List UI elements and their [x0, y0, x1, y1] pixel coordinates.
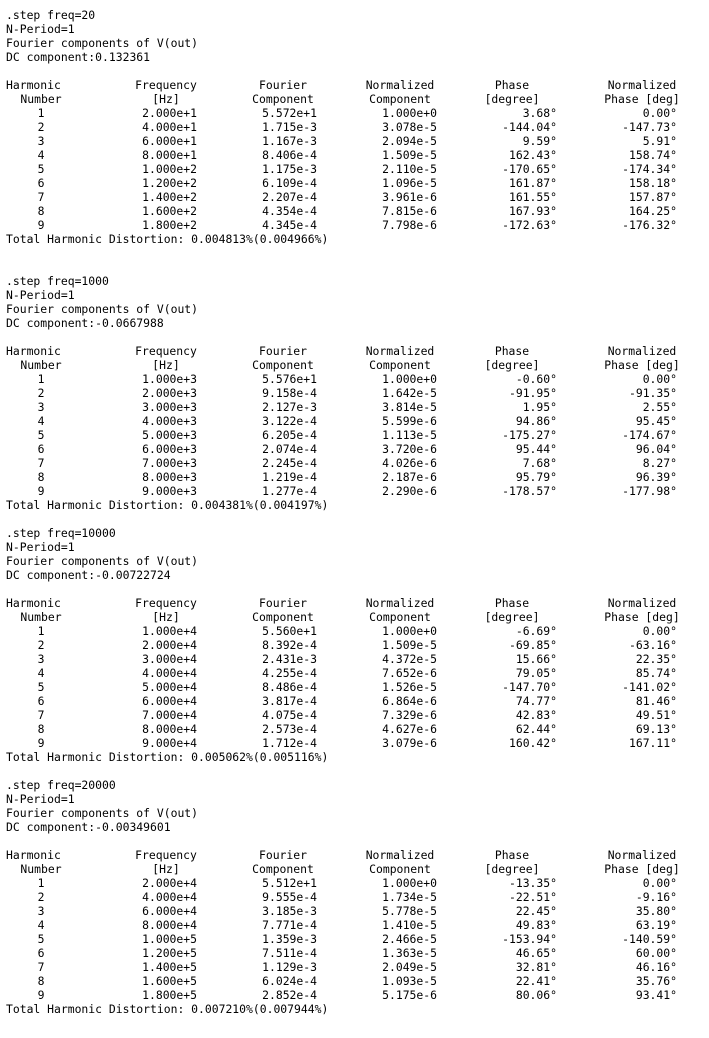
normalized-component-value: 1.000e+0 [382, 876, 437, 890]
fourier-component-value: 6.024e-4 [262, 974, 317, 988]
fourier-component-header: Component [252, 92, 314, 106]
frequency-value: 8.000e+1 [142, 148, 197, 162]
normalized-phase-value: -63.16° [628, 638, 677, 652]
phase-value: 42.83° [515, 708, 557, 722]
fourier-component-value: 2.431e-3 [262, 652, 317, 666]
dc-component-line: DC component:-0.0667988 [6, 316, 164, 330]
normalized-component-value: 4.627e-6 [382, 722, 437, 736]
harmonic-number: 6 [37, 442, 45, 456]
fourier-component-value: 6.109e-4 [262, 176, 317, 190]
normalized-phase-header: Phase [deg] [604, 92, 680, 106]
fourier-component-value: 7.771e-4 [262, 918, 317, 932]
fourier-component-value: 5.512e+1 [262, 876, 317, 890]
normalized-phase-value: 167.11° [628, 736, 677, 750]
normalized-phase-value: 35.80° [635, 904, 677, 918]
normalized-phase-header: Normalized [607, 848, 677, 862]
phase-value: 160.42° [508, 736, 557, 750]
phase-value: 3.68° [522, 106, 557, 120]
normalized-component-value: 1.509e-5 [382, 638, 437, 652]
normalized-component-value: 5.778e-5 [382, 904, 437, 918]
phase-value: 22.41° [515, 974, 557, 988]
frequency-value: 4.000e+4 [142, 666, 197, 680]
normalized-phase-value: -140.59° [622, 932, 677, 946]
harmonic-number: 8 [37, 974, 45, 988]
phase-value: -147.70° [502, 680, 557, 694]
normalized-component-value: 1.096e-5 [382, 176, 437, 190]
fourier-component-value: 9.555e-4 [262, 890, 317, 904]
normalized-component-value: 6.864e-6 [382, 694, 437, 708]
fourier-component-value: 2.074e-4 [262, 442, 317, 456]
normalized-component-value: 2.094e-5 [382, 134, 437, 148]
harmonic-number-header: Number [20, 862, 62, 876]
normalized-phase-value: 95.45° [635, 414, 677, 428]
frequency-value: 1.000e+2 [142, 162, 197, 176]
step-block [6, 526, 703, 764]
phase-value: 79.05° [515, 666, 557, 680]
harmonic-number: 7 [37, 960, 45, 974]
phase-value: -22.51° [508, 890, 557, 904]
harmonic-number-header: Number [20, 92, 62, 106]
normalized-phase-value: 60.00° [635, 946, 677, 960]
normalized-phase-header: Normalized [607, 78, 677, 92]
normalized-phase-value: 0.00° [642, 372, 677, 386]
fourier-component-header: Component [252, 862, 314, 876]
normalized-phase-value: 46.16° [635, 960, 677, 974]
frequency-value: 3.000e+3 [142, 400, 197, 414]
harmonic-number: 3 [37, 400, 45, 414]
normalized-component-value: 7.652e-6 [382, 666, 437, 680]
frequency-value: 7.000e+3 [142, 456, 197, 470]
harmonic-number: 6 [37, 176, 45, 190]
harmonic-number-header: Harmonic [6, 344, 61, 358]
fourier-component-header: Fourier [258, 596, 307, 610]
normalized-component-value: 3.720e-6 [382, 442, 437, 456]
harmonic-number: 1 [37, 106, 45, 120]
frequency-value: 2.000e+4 [142, 638, 197, 652]
n-period-line: N-Period=1 [6, 540, 75, 554]
harmonic-number: 4 [37, 918, 45, 932]
normalized-phase-header: Normalized [607, 344, 677, 358]
fourier-component-header: Fourier [258, 344, 307, 358]
normalized-phase-value: 2.55° [642, 400, 677, 414]
fourier-component-value: 5.560e+1 [262, 624, 317, 638]
phase-value: 32.81° [515, 960, 557, 974]
fourier-component-header: Component [252, 610, 314, 624]
normalized-phase-value: 81.46° [635, 694, 677, 708]
step-line: .step freq=1000 [6, 274, 109, 288]
frequency-value: 7.000e+4 [142, 708, 197, 722]
normalized-component-value: 2.110e-5 [382, 162, 437, 176]
fourier-component-value: 3.122e-4 [262, 414, 317, 428]
harmonic-number: 2 [37, 120, 45, 134]
harmonic-number: 6 [37, 946, 45, 960]
frequency-value: 1.800e+2 [142, 218, 197, 232]
normalized-component-header: Normalized [365, 848, 435, 862]
harmonic-number: 5 [37, 680, 45, 694]
harmonic-number: 1 [37, 372, 45, 386]
harmonic-number: 7 [37, 708, 45, 722]
frequency-value: 1.200e+5 [142, 946, 197, 960]
n-period-line: N-Period=1 [6, 288, 75, 302]
fourier-component-value: 1.359e-3 [262, 932, 317, 946]
normalized-phase-value: 22.35° [635, 652, 677, 666]
phase-value: 80.06° [515, 988, 557, 1002]
normalized-phase-value: 49.51° [635, 708, 677, 722]
fourier-component-value: 4.255e-4 [262, 666, 317, 680]
frequency-header: [Hz] [152, 610, 180, 624]
phase-value: -153.94° [502, 932, 557, 946]
fourier-component-value: 2.245e-4 [262, 456, 317, 470]
normalized-phase-value: 158.18° [628, 176, 677, 190]
phase-value: -175.27° [502, 428, 557, 442]
thd-line: Total Harmonic Distortion: 0.004381%(0.004197%) [6, 498, 329, 512]
step-line: .step freq=20000 [6, 778, 116, 792]
fourier-component-value: 4.345e-4 [262, 218, 317, 232]
fourier-component-value: 3.817e-4 [262, 694, 317, 708]
fourier-component-value: 9.158e-4 [262, 386, 317, 400]
fourier-component-value: 2.573e-4 [262, 722, 317, 736]
fourier-component-value: 2.127e-3 [262, 400, 317, 414]
frequency-value: 2.000e+1 [142, 106, 197, 120]
fourier-component-value: 1.167e-3 [262, 134, 317, 148]
phase-value: -0.60° [515, 372, 557, 386]
frequency-value: 4.000e+3 [142, 414, 197, 428]
phase-value: -91.95° [508, 386, 557, 400]
fourier-component-value: 8.406e-4 [262, 148, 317, 162]
normalized-component-value: 1.000e+0 [382, 372, 437, 386]
normalized-phase-value: -91.35° [628, 386, 677, 400]
phase-value: -13.35° [508, 876, 557, 890]
normalized-component-value: 1.526e-5 [382, 680, 437, 694]
normalized-component-header: Component [369, 358, 431, 372]
normalized-component-value: 7.815e-6 [382, 204, 437, 218]
frequency-header: [Hz] [152, 92, 180, 106]
phase-value: 46.65° [515, 946, 557, 960]
fourier-component-value: 4.075e-4 [262, 708, 317, 722]
fourier-component-value: 2.852e-4 [262, 988, 317, 1002]
frequency-value: 4.000e+4 [142, 890, 197, 904]
normalized-phase-value: 85.74° [635, 666, 677, 680]
fourier-component-value: 7.511e-4 [262, 946, 317, 960]
frequency-header: Frequency [135, 344, 197, 358]
frequency-value: 1.000e+4 [142, 624, 197, 638]
normalized-component-value: 4.026e-6 [382, 456, 437, 470]
frequency-value: 1.600e+5 [142, 974, 197, 988]
normalized-phase-value: 0.00° [642, 106, 677, 120]
normalized-component-value: 4.372e-5 [382, 652, 437, 666]
frequency-header: [Hz] [152, 358, 180, 372]
normalized-component-value: 5.175e-6 [382, 988, 437, 1002]
normalized-phase-value: 35.76° [635, 974, 677, 988]
phase-value: 162.43° [508, 148, 557, 162]
harmonic-number-header: Harmonic [6, 848, 61, 862]
fourier-title-line: Fourier components of V(out) [6, 36, 199, 50]
normalized-phase-value: -174.34° [622, 162, 677, 176]
phase-header: Phase [494, 344, 530, 358]
phase-value: 95.44° [515, 442, 557, 456]
harmonic-number: 5 [37, 428, 45, 442]
frequency-value: 1.000e+3 [142, 372, 197, 386]
frequency-value: 6.000e+4 [142, 904, 197, 918]
normalized-phase-value: -176.32° [622, 218, 677, 232]
harmonic-number: 4 [37, 666, 45, 680]
harmonic-number-header: Number [20, 358, 62, 372]
fourier-component-value: 1.129e-3 [262, 960, 317, 974]
normalized-phase-value: 158.74° [628, 148, 677, 162]
fourier-title-line: Fourier components of V(out) [6, 806, 199, 820]
step-block [6, 8, 703, 246]
n-period-line: N-Period=1 [6, 22, 75, 36]
step-block [6, 274, 703, 512]
frequency-value: 1.400e+5 [142, 960, 197, 974]
normalized-component-value: 7.329e-6 [382, 708, 437, 722]
harmonic-number-header: Number [20, 610, 62, 624]
frequency-value: 9.000e+4 [142, 736, 197, 750]
normalized-phase-header: Phase [deg] [604, 862, 680, 876]
normalized-component-value: 2.187e-6 [382, 470, 437, 484]
phase-value: 74.77° [515, 694, 557, 708]
harmonic-number: 8 [37, 204, 45, 218]
phase-value: 49.83° [515, 918, 557, 932]
normalized-phase-header: Phase [deg] [604, 610, 680, 624]
phase-value: -172.63° [502, 218, 557, 232]
phase-value: 161.87° [508, 176, 557, 190]
fourier-component-value: 8.486e-4 [262, 680, 317, 694]
frequency-value: 8.000e+3 [142, 470, 197, 484]
frequency-header: Frequency [135, 596, 197, 610]
normalized-component-value: 2.290e-6 [382, 484, 437, 498]
harmonic-number-header: Harmonic [6, 596, 61, 610]
frequency-value: 6.000e+1 [142, 134, 197, 148]
harmonic-number: 5 [37, 932, 45, 946]
normalized-phase-value: 63.19° [635, 918, 677, 932]
normalized-component-value: 1.734e-5 [382, 890, 437, 904]
phase-header: [degree] [484, 610, 540, 624]
normalized-component-header: Normalized [365, 78, 435, 92]
normalized-component-header: Component [369, 92, 431, 106]
frequency-value: 1.400e+2 [142, 190, 197, 204]
normalized-component-header: Normalized [365, 596, 435, 610]
harmonic-number: 4 [37, 414, 45, 428]
harmonic-number: 9 [37, 736, 45, 750]
normalized-component-value: 3.078e-5 [382, 120, 437, 134]
harmonic-number: 7 [37, 456, 45, 470]
harmonic-number-header: Harmonic [6, 78, 61, 92]
frequency-value: 1.000e+5 [142, 932, 197, 946]
phase-value: 22.45° [515, 904, 557, 918]
fourier-component-value: 2.207e-4 [262, 190, 317, 204]
phase-header: Phase [494, 848, 530, 862]
fourier-component-value: 4.354e-4 [262, 204, 317, 218]
harmonic-number: 3 [37, 652, 45, 666]
frequency-header: Frequency [135, 848, 197, 862]
frequency-value: 1.200e+2 [142, 176, 197, 190]
harmonic-number: 8 [37, 470, 45, 484]
harmonic-number: 2 [37, 890, 45, 904]
harmonic-number: 3 [37, 134, 45, 148]
normalized-component-header: Normalized [365, 344, 435, 358]
frequency-value: 8.000e+4 [142, 722, 197, 736]
harmonic-number: 1 [37, 624, 45, 638]
normalized-phase-value: 0.00° [642, 876, 677, 890]
harmonic-number: 3 [37, 904, 45, 918]
normalized-phase-value: -174.67° [622, 428, 677, 442]
normalized-component-value: 3.961e-6 [382, 190, 437, 204]
harmonic-number: 7 [37, 190, 45, 204]
normalized-phase-value: 5.91° [642, 134, 677, 148]
phase-value: 1.95° [522, 400, 557, 414]
normalized-phase-value: 69.13° [635, 722, 677, 736]
normalized-component-value: 1.363e-5 [382, 946, 437, 960]
frequency-value: 2.000e+4 [142, 876, 197, 890]
normalized-phase-header: Normalized [607, 596, 677, 610]
normalized-component-header: Component [369, 610, 431, 624]
normalized-phase-header: Phase [deg] [604, 358, 680, 372]
frequency-value: 4.000e+1 [142, 120, 197, 134]
fourier-component-value: 5.572e+1 [262, 106, 317, 120]
phase-value: 167.93° [508, 204, 557, 218]
normalized-component-value: 5.599e-6 [382, 414, 437, 428]
normalized-component-value: 2.049e-5 [382, 960, 437, 974]
phase-value: -6.69° [515, 624, 557, 638]
phase-value: 94.86° [515, 414, 557, 428]
frequency-header: [Hz] [152, 862, 180, 876]
phase-value: 9.59° [522, 134, 557, 148]
phase-value: 7.68° [522, 456, 557, 470]
normalized-phase-value: 0.00° [642, 624, 677, 638]
phase-value: -144.04° [502, 120, 557, 134]
frequency-value: 3.000e+4 [142, 652, 197, 666]
normalized-phase-value: -147.73° [622, 120, 677, 134]
thd-line: Total Harmonic Distortion: 0.007210%(0.007944%) [6, 1002, 329, 1016]
normalized-phase-value: 8.27° [642, 456, 677, 470]
phase-value: -69.85° [508, 638, 557, 652]
thd-line: Total Harmonic Distortion: 0.005062%(0.005116%) [6, 750, 329, 764]
fourier-title-line: Fourier components of V(out) [6, 302, 199, 316]
frequency-value: 6.000e+3 [142, 442, 197, 456]
dc-component-line: DC component:0.132361 [6, 50, 151, 64]
frequency-header: Frequency [135, 78, 197, 92]
harmonic-number: 9 [37, 988, 45, 1002]
frequency-value: 5.000e+4 [142, 680, 197, 694]
harmonic-number: 4 [37, 148, 45, 162]
step-line: .step freq=20 [6, 8, 96, 22]
step-line: .step freq=10000 [6, 526, 116, 540]
fourier-component-header: Fourier [258, 848, 307, 862]
normalized-phase-value: -141.02° [622, 680, 677, 694]
frequency-value: 2.000e+3 [142, 386, 197, 400]
phase-value: 62.44° [515, 722, 557, 736]
fourier-component-value: 1.715e-3 [262, 120, 317, 134]
normalized-phase-value: 96.39° [635, 470, 677, 484]
step-block [6, 778, 703, 1016]
frequency-value: 9.000e+3 [142, 484, 197, 498]
fourier-component-value: 1.277e-4 [262, 484, 317, 498]
frequency-value: 8.000e+4 [142, 918, 197, 932]
normalized-component-value: 7.798e-6 [382, 218, 437, 232]
normalized-component-value: 1.509e-5 [382, 148, 437, 162]
normalized-component-value: 3.079e-6 [382, 736, 437, 750]
frequency-value: 1.800e+5 [142, 988, 197, 1002]
fourier-component-header: Fourier [258, 78, 307, 92]
normalized-phase-value: 93.41° [635, 988, 677, 1002]
fourier-component-value: 6.205e-4 [262, 428, 317, 442]
harmonic-number: 2 [37, 386, 45, 400]
normalized-phase-value: -9.16° [635, 890, 677, 904]
phase-value: 161.55° [508, 190, 557, 204]
normalized-component-value: 1.093e-5 [382, 974, 437, 988]
normalized-component-value: 1.000e+0 [382, 624, 437, 638]
frequency-value: 5.000e+3 [142, 428, 197, 442]
normalized-component-value: 1.000e+0 [382, 106, 437, 120]
normalized-phase-value: -177.98° [622, 484, 677, 498]
phase-value: -170.65° [502, 162, 557, 176]
frequency-value: 6.000e+4 [142, 694, 197, 708]
normalized-component-value: 1.113e-5 [382, 428, 437, 442]
normalized-component-value: 1.410e-5 [382, 918, 437, 932]
harmonic-number: 9 [37, 484, 45, 498]
harmonic-number: 8 [37, 722, 45, 736]
frequency-value: 1.600e+2 [142, 204, 197, 218]
dc-component-line: DC component:-0.00349601 [6, 820, 171, 834]
harmonic-number: 6 [37, 694, 45, 708]
fourier-component-value: 8.392e-4 [262, 638, 317, 652]
phase-value: 15.66° [515, 652, 557, 666]
phase-header: [degree] [484, 358, 540, 372]
fourier-component-value: 3.185e-3 [262, 904, 317, 918]
normalized-component-value: 1.642e-5 [382, 386, 437, 400]
normalized-phase-value: 157.87° [628, 190, 677, 204]
normalized-component-value: 2.466e-5 [382, 932, 437, 946]
harmonic-number: 1 [37, 876, 45, 890]
phase-value: 95.79° [515, 470, 557, 484]
phase-header: Phase [494, 596, 530, 610]
normalized-component-header: Component [369, 862, 431, 876]
normalized-phase-value: 96.04° [635, 442, 677, 456]
harmonic-number: 2 [37, 638, 45, 652]
fourier-component-value: 1.712e-4 [262, 736, 317, 750]
normalized-component-value: 3.814e-5 [382, 400, 437, 414]
phase-header: Phase [494, 78, 530, 92]
normalized-phase-value: 164.25° [628, 204, 677, 218]
phase-header: [degree] [484, 92, 540, 106]
harmonic-number: 9 [37, 218, 45, 232]
phase-header: [degree] [484, 862, 540, 876]
fourier-component-value: 5.576e+1 [262, 372, 317, 386]
harmonic-number: 5 [37, 162, 45, 176]
fourier-component-value: 1.175e-3 [262, 162, 317, 176]
thd-line: Total Harmonic Distortion: 0.004813%(0.004966%) [6, 232, 329, 246]
fourier-component-header: Component [252, 358, 314, 372]
fourier-title-line: Fourier components of V(out) [6, 554, 199, 568]
fourier-component-value: 1.219e-4 [262, 470, 317, 484]
n-period-line: N-Period=1 [6, 792, 75, 806]
phase-value: -178.57° [502, 484, 557, 498]
dc-component-line: DC component:-0.00722724 [6, 568, 171, 582]
